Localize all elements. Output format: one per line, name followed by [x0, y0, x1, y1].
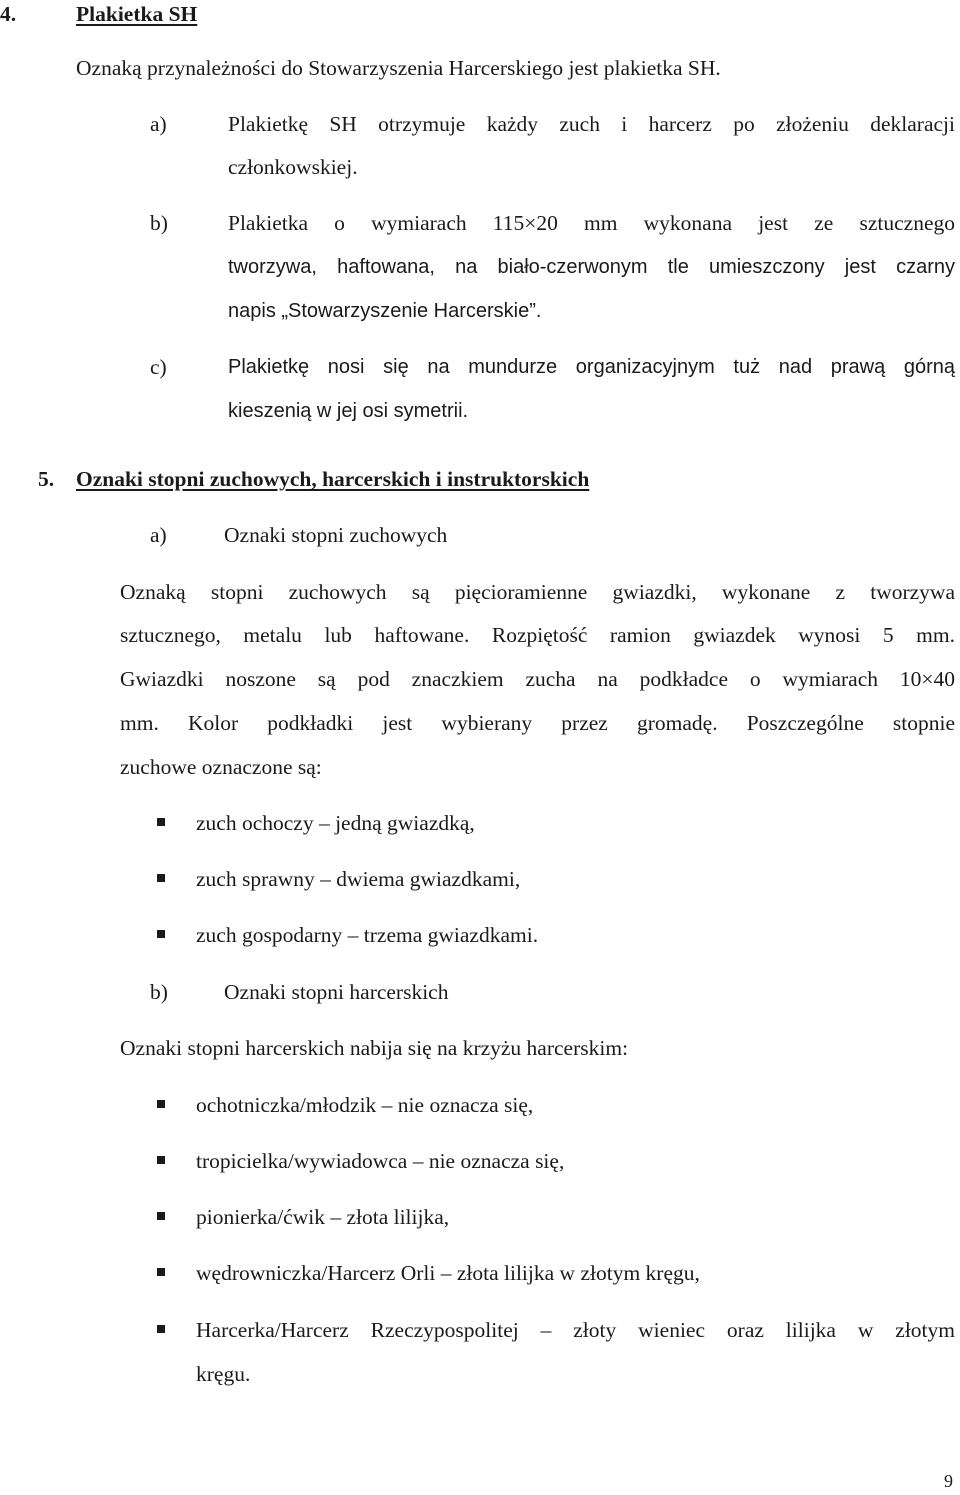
bullet-square-icon [157, 1325, 165, 1333]
item-marker: c) [150, 355, 167, 379]
list-item: wędrowniczka/Harcerz Orli – złota lilijka w złotym kręgu, [196, 1261, 700, 1285]
bullet-square-icon [157, 1212, 165, 1220]
section-4-intro: Oznaką przynależności do Stowarzyszenia Harcerskiego jest plakietka SH. [76, 56, 721, 80]
list-item: zuch ochoczy – jedną gwiazdką, [196, 811, 475, 835]
list-item: tropicielka/wywiadowca – nie oznacza się, [196, 1149, 565, 1173]
paragraph-line: Oznaką stopni zuchowych są pięcioramienne gwiazdki, wykonane z tworzywa [120, 580, 955, 604]
paragraph-line: Oznaki stopni harcerskich nabija się na krzyżu harcerskim: [120, 1036, 629, 1060]
item-text-line: Plakietkę SH otrzymuje każdy zuch i harcerz po złożeniu deklaracji [228, 112, 955, 136]
subsection-title: Oznaki stopni harcerskich [224, 980, 449, 1004]
list-item: zuch sprawny – dwiema gwiazdkami, [196, 867, 521, 891]
paragraph-line: zuchowe oznaczone są: [120, 755, 322, 779]
subsection-title: Oznaki stopni zuchowych [224, 523, 448, 547]
item-text-line: napis „Stowarzyszenie Harcerskie”. [228, 300, 542, 322]
section-4-number: 4. [0, 2, 17, 26]
page-number: 9 [944, 1471, 953, 1491]
list-item: ochotniczka/młodzik – nie oznacza się, [196, 1093, 534, 1117]
paragraph-line: sztucznego, metalu lub haftowane. Rozpiętość ramion gwiazdek wynosi 5 mm. [120, 623, 955, 647]
bullet-square-icon [157, 930, 165, 938]
section-5-number: 5. [38, 467, 55, 491]
list-item: pionierka/ćwik – złota lilijka, [196, 1205, 450, 1229]
section-4-title: Plakietka SH [76, 2, 198, 26]
item-text-line: Plakietka o wymiarach 115×20 mm wykonana jest ze sztucznego [228, 211, 955, 235]
item-text-line: kieszenią w jej osi symetrii. [228, 400, 469, 422]
bullet-square-icon [157, 874, 165, 882]
list-item-continuation: kręgu. [196, 1362, 251, 1386]
item-text-line: tworzywa, haftowana, na biało-czerwonym tle umieszczony jest czarny [228, 256, 955, 278]
bullet-square-icon [157, 1156, 165, 1164]
bullet-square-icon [157, 1268, 165, 1276]
item-marker: b) [150, 211, 168, 235]
subsection-marker: a) [150, 523, 167, 547]
bullet-square-icon [157, 818, 165, 826]
item-text-line: Plakietkę nosi się na mundurze organizacyjnym tuż nad prawą górną [228, 356, 955, 378]
item-marker: a) [150, 112, 167, 136]
paragraph-line: Gwiazdki noszone są pod znaczkiem zucha na podkładce o wymiarach 10×40 [120, 667, 955, 691]
paragraph-line: mm. Kolor podkładki jest wybierany przez gromadę. Poszczególne stopnie [120, 711, 955, 735]
list-item: Harcerka/Harcerz Rzeczypospolitej – złoty wieniec oraz lilijka w złotym [196, 1318, 955, 1342]
bullet-square-icon [157, 1100, 165, 1108]
section-5-title: Oznaki stopni zuchowych, harcerskich i instruktorskich [76, 467, 590, 491]
subsection-marker: b) [150, 980, 168, 1004]
list-item: zuch gospodarny – trzema gwiazdkami. [196, 923, 539, 947]
item-text-line: członkowskiej. [228, 155, 358, 179]
